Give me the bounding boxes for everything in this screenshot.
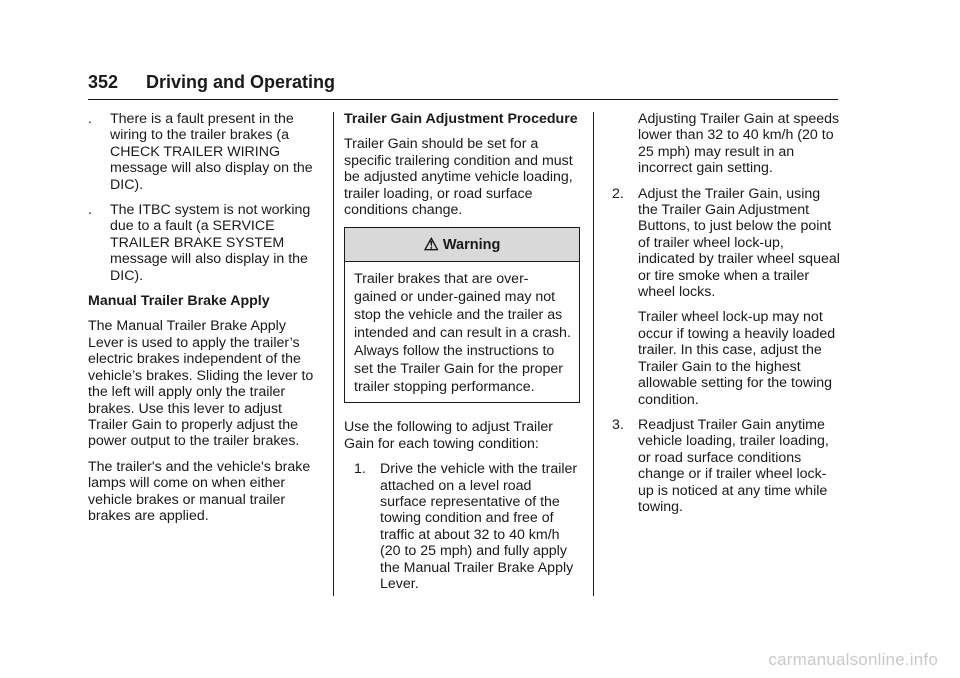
step-note: Trailer wheel lock-up may not occur if towing a heavily loaded trailer. In this case, adjust the Trailer Gain to the highest allowable setting for the towing condition. (638, 309, 836, 408)
column-left (88, 111, 324, 533)
page-number: 352 (88, 72, 119, 92)
bullet-text: The ITBC system is not working due to a fault (a SERVICE TRAILER BRAKE SYSTEM message will also display in the DIC). (110, 202, 311, 284)
paragraph: The trailer's and the vehicle's brake lamps will come on when either vehicle brakes or manual trailer brakes are applied. (88, 458, 311, 524)
section-title: Driving and Operating (146, 72, 336, 92)
paragraph: The Manual Trailer Brake Apply Lever is used to apply the trailer’s electric brakes independent of the vehicle’s brakes. Sliding the lever to the left will apply only the trailer brakes. Use this lever to adjust Trailer Gain to properly adjust the power output to the trailer brakes. (88, 318, 314, 450)
warning-header (345, 228, 579, 262)
bullet-mark: . (88, 202, 92, 219)
list-item (354, 461, 580, 592)
step-number: 3. (612, 416, 624, 433)
column-divider-left (333, 112, 334, 596)
step-continuation: Adjusting Trailer Gain at speeds lower than 32 to 40 km/h (20 to 25 mph) may result in an incorrect gain setting. (638, 111, 840, 177)
list-item (88, 202, 324, 284)
warning-box (344, 227, 580, 403)
step-text: Adjust the Trailer Gain, using the Trailer Gain Adjustment Buttons, to just below the point of trailer wheel lock-up, indicated by trailer wheel squeal or tire smoke when a trailer wheel locks. (638, 185, 840, 301)
paragraph: Trailer Gain should be set for a specific trailering condition and must be adjusted anytime vehicle loading, trailer loading, or road surface conditions change. (344, 136, 573, 219)
paragraph: Use the following to adjust Trailer Gain for each towing condition: (344, 419, 553, 452)
column-middle (344, 111, 580, 602)
step-text: Drive the vehicle with the trailer attached on a level road surface representative of the towing condition and free of traffic at about 32 to 40 km/h (20 to 25 mph) and fully apply the Manual Trailer Brake Apply Lever. (380, 461, 578, 593)
step-number: 2. (612, 185, 624, 202)
watermark: carmanualsonline.info (768, 650, 938, 669)
list-item (612, 417, 842, 515)
bullet-text: There is a fault present in the wiring to the trailer brakes (a CHECK TRAILER WIRING message will also display on the DIC). (110, 111, 313, 193)
warning-title: Warning (442, 236, 501, 253)
warning-icon: ⚠ (423, 234, 439, 254)
step-number: 1. (354, 461, 366, 478)
gain-procedure-heading: Trailer Gain Adjustment Procedure (344, 111, 578, 127)
list-item (88, 111, 324, 193)
manual-brake-heading: Manual Trailer Brake Apply (88, 293, 270, 310)
warning-body: Trailer brakes that are over-gained or under-gained may not stop the vehicle and the trailer as intended and can result in a crash. Always follow the instructions to set the Trailer Gain for the proper trailer stopping performance. (354, 271, 571, 396)
bullet-mark: . (88, 111, 92, 127)
header-divider (88, 99, 838, 100)
column-right (612, 111, 842, 524)
page-header (88, 70, 838, 98)
step-text: Readjust Trailer Gain anytime vehicle loading, trailer loading, or road surface conditions change or if trailer wheel lock-up is noticed at any time while towing. (638, 416, 829, 515)
column-divider-right (593, 112, 594, 596)
list-item (612, 186, 842, 301)
